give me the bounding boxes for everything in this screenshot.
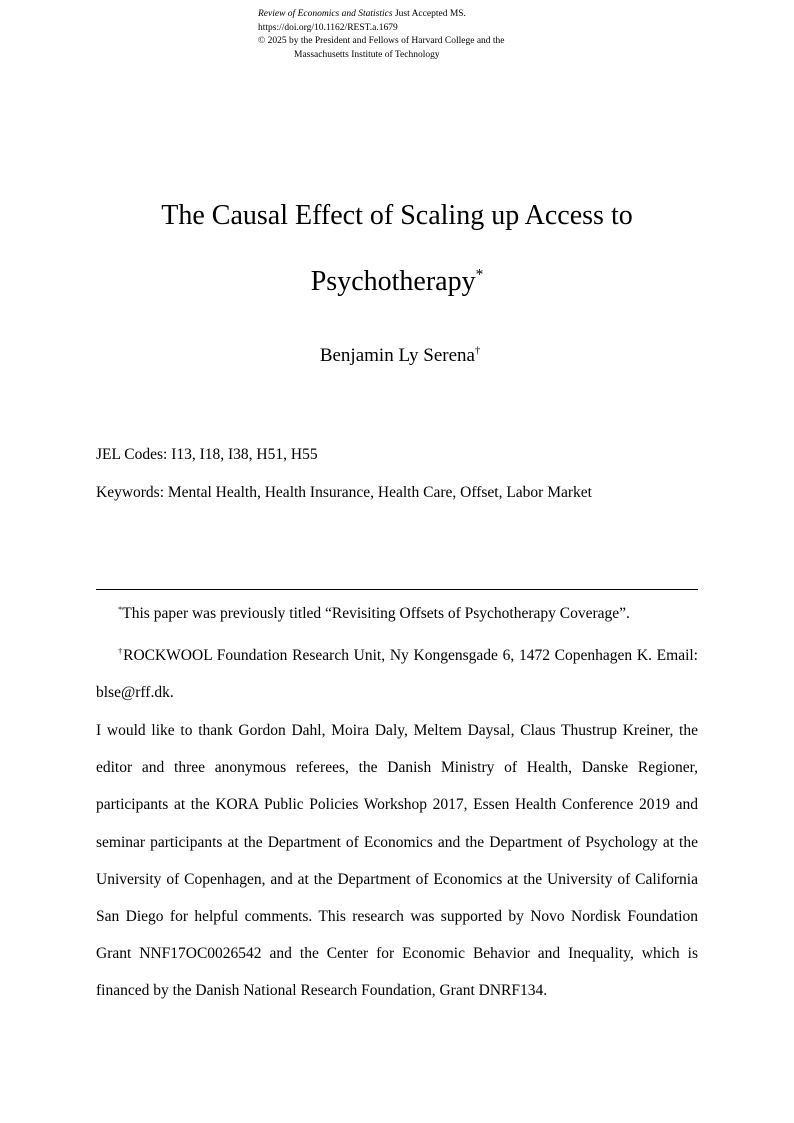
title-footnote-mark: *	[475, 266, 484, 284]
footnote-1-text: This paper was previously titled “Revisiting Offsets of Psychotherapy Coverage”.	[122, 605, 630, 622]
jel-codes: JEL Codes: I13, I18, I38, H51, H55	[96, 446, 318, 463]
footnote-1-mark: *	[118, 603, 123, 614]
journal-name: Review of Economics and Statistics	[258, 9, 393, 19]
paper-title-line-1: The Causal Effect of Scaling up Access to	[161, 200, 633, 231]
footnote-1	[96, 595, 698, 632]
author-footnote-mark: †	[474, 345, 481, 357]
copyright-line-2: Massachusetts Institute of Technology	[294, 49, 440, 60]
journal-header	[258, 8, 505, 62]
footnote-2-mark: †	[118, 645, 124, 656]
author	[0, 345, 794, 367]
journal-status: Just Accepted MS.	[392, 9, 466, 19]
keywords: Keywords: Mental Health, Health Insurance, Health Care, Offset, Labor Market	[96, 484, 592, 501]
acknowledgements: I would like to thank Gordon Dahl, Moira Daly, Meltem Daysal, Claus Thustrup Kreiner, the editor and three anonymous referees, the Danish Ministry of Health, Danske Regioner, participants at the KORA Public Policies Workshop 2017, Essen Health Conference 2019 and seminar participants at the Department of Economics and the Department of Psychology at the University of Copenhagen, and at the Department of Economics at the University of California San Diego for helpful comments. This research was supported by Novo Nordisk Foundation Grant NNF17OC0026542 and the Center for Economic Behavior and Inequality, which is financed by the Danish National Research Foundation, Grant DNRF134.	[96, 722, 698, 1000]
doi-link[interactable]: https://doi.org/10.1162/REST.a.1679	[258, 22, 398, 33]
journal-status-line	[258, 8, 505, 22]
footnote-2-text: ROCKWOOL Foundation Research Unit, Ny Kongensgade 6, 1472 Copenhagen K. Email: blse@rff.dk.	[96, 647, 698, 701]
paper-title-line-2	[0, 266, 794, 298]
author-name: Benjamin Ly Serena	[319, 345, 475, 366]
footnote-2	[96, 637, 698, 711]
copyright-line: © 2025 by the President and Fellows of Harvard College and the	[258, 36, 505, 46]
paper-title-text: Psychotherapy	[310, 266, 476, 297]
footnote-divider	[96, 589, 698, 590]
